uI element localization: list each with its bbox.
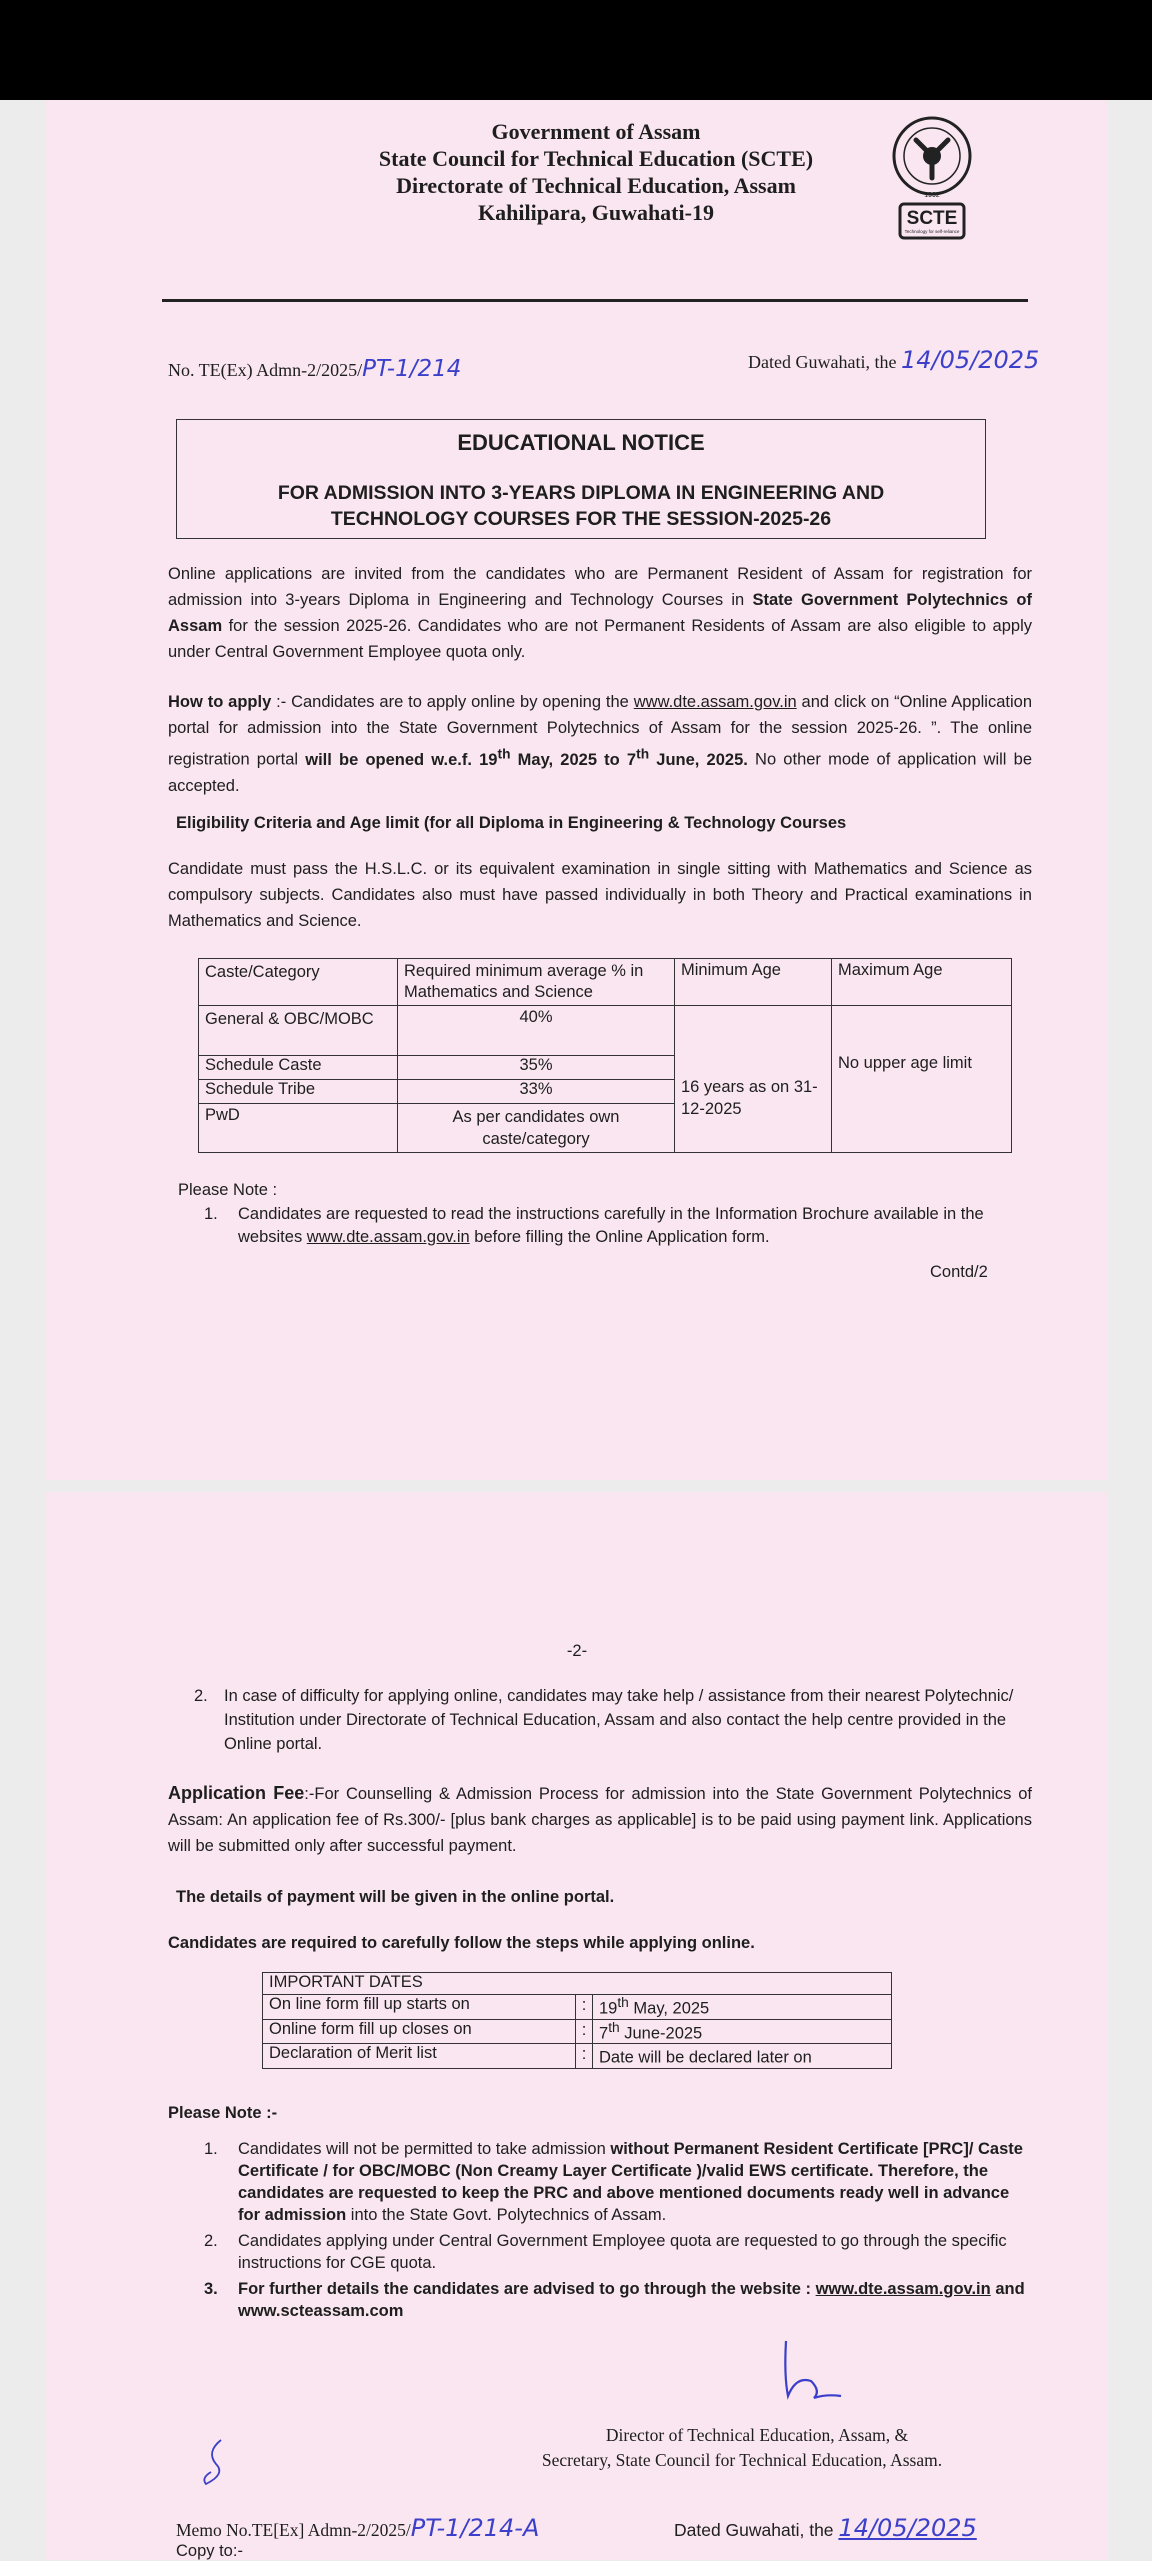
- cell-percent: 40%: [398, 1006, 675, 1056]
- table-row: [263, 2019, 892, 2044]
- list-item: [194, 1684, 1028, 1756]
- memo-number: [176, 2514, 539, 2542]
- signature: [766, 2336, 856, 2406]
- table-row: [263, 1995, 892, 2020]
- logo-text: SCTE: [906, 208, 958, 229]
- how-to-apply-text-2: and click on “Online Application portal for admission into the State Government Polytechnics of Assam for the session 2025-26. ”. The online registration portal: [168, 693, 1033, 769]
- cell-percent: As per candidates own caste/category: [398, 1104, 675, 1153]
- header-line-4: Kahilipara, Guwahati-19: [478, 200, 714, 225]
- memo-dated-handwritten: 14/05/2025: [838, 2514, 977, 2542]
- how-to-apply-label: How to apply: [168, 693, 272, 711]
- eligibility-text: Candidate must pass the H.S.L.C. or its equivalent examination in single sitting with Mathematics and Science as compulsory subjects. Candidates also must have passed individually in both Theory and Practical examinations in Mathematics and Science.: [168, 860, 1032, 930]
- header-line-3: Directorate of Technical Education, Assam: [396, 173, 796, 198]
- date-sep: :: [576, 1995, 593, 2020]
- list-marker: 2.: [194, 1687, 208, 1705]
- list-item: 2. Candidates applying under Central Government Employee quota are requested to go through the specific instructions for CGE quota.: [204, 2232, 1007, 2272]
- payment-details-line: The details of payment will be given in the online portal.: [176, 1888, 615, 1906]
- list-item: 3. For further details the candidates are advised to go through the website : www.dte.assam.gov.in and www.scteassam.com: [204, 2280, 1025, 2320]
- how-to-apply-text-3: No other mode of application will be accepted.: [168, 750, 1032, 795]
- cell-percent: 35%: [398, 1056, 675, 1080]
- note1-heading: Please Note :: [178, 1181, 278, 1199]
- note2-list: [204, 2138, 1034, 2322]
- th-category: Caste/Category: [199, 959, 398, 1006]
- copy-to: Copy to:-: [176, 2542, 243, 2560]
- eligibility-table: [198, 958, 1012, 1153]
- memo-handwritten: PT-1/214-A: [410, 2514, 540, 2542]
- list-item: 1. Candidates will not be permitted to take admission without Permanent Resident Certificate [PRC]/ Caste Certificate / for OBC/MOBC (Non Creamy Layer Certificate )/valid EWS certificate. Therefore, the candidates are requested to keep the PRC and above mentioned documents ready well in advance for admission into the State Govt. Polytechnics of Assam.: [204, 2140, 1023, 2224]
- eligibility-heading: Eligibility Criteria and Age limit (for all Diploma in Engineering & Technology Courses: [176, 814, 847, 832]
- ref-number-handwritten: PT-1/214: [362, 356, 462, 382]
- signatory-line-2: Secretary, State Council for Technical Education, Assam.: [541, 2450, 943, 2470]
- notice-box: [176, 419, 986, 539]
- list-marker: 1.: [204, 1205, 218, 1223]
- page-number: -2-: [566, 1642, 588, 1660]
- note1-list: [204, 1203, 1034, 1249]
- important-dates-table: [262, 1972, 892, 2069]
- intro-text-a: Online applications are invited from the candidates who are Permanent Resident of Assam for registration for admission into 3-years Diploma in Engineering and Technology Courses in: [168, 565, 1032, 609]
- second-signature: [176, 2432, 246, 2492]
- date-value: 7th June-2025: [593, 2019, 892, 2044]
- portal-open-dates: will be opened w.e.f. 19th May, 2025 to 7th June, 2025.: [305, 746, 748, 769]
- date-value: Date will be declared later on: [593, 2044, 892, 2069]
- logo-ring-text: [886, 112, 887, 113]
- cell-max-age: No upper age limit: [832, 1006, 1012, 1153]
- scte-logo: [886, 112, 978, 252]
- dates-title: IMPORTANT DATES: [263, 1973, 892, 1995]
- logo-year: 1992: [924, 192, 940, 199]
- date-sep: :: [576, 2044, 593, 2069]
- logo-tagline: Technology for self-reliance: [904, 229, 960, 234]
- cell-percent: 33%: [398, 1080, 675, 1104]
- brochure-website-link[interactable]: www.dte.assam.gov.in: [306, 1228, 470, 1246]
- dte-website-link[interactable]: www.dte.assam.gov.in: [633, 693, 797, 711]
- cell-category: Schedule Caste: [199, 1056, 398, 1080]
- document-page-2: [46, 1492, 1108, 2560]
- dte-website-link-2[interactable]: www.dte.assam.gov.in: [815, 2280, 991, 2298]
- top-black-bar: [0, 0, 1152, 100]
- ref-number-prefix: No. TE(Ex) Admn-2/2025/: [168, 360, 363, 380]
- notice-title: EDUCATIONAL NOTICE: [457, 430, 705, 455]
- fee-text: :-For Counselling & Admission Process for admission into the State Government Polytechnics of Assam: An application fee of Rs.300/- [plus bank charges as applicable] is to be paid using payment link. Applications will be submitted only after successful payment.: [168, 1785, 1033, 1855]
- table-row: [263, 2044, 892, 2069]
- scte-website-link[interactable]: www.scteassam.com: [238, 2302, 404, 2320]
- steps-line: Candidates are required to carefully follow the steps while applying online.: [168, 1934, 755, 1952]
- memo-dated-prefix: Dated Guwahati, the: [674, 2520, 834, 2540]
- header-line-2: State Council for Technical Education (SCTE): [378, 146, 814, 171]
- ref-dated-prefix: Dated Guwahati, the: [748, 352, 897, 372]
- note1-list-continued: [194, 1684, 1028, 1756]
- signatory-line-1: Director of Technical Education, Assam, &: [605, 2425, 909, 2445]
- how-to-apply-text-1: :- Candidates are to apply online by opening the: [271, 693, 634, 711]
- date-label: Declaration of Merit list: [263, 2044, 576, 2069]
- date-value: 19th May, 2025: [593, 1995, 892, 2020]
- memo-prefix: Memo No.TE[Ex] Admn-2/2025/: [176, 2520, 411, 2540]
- notice-subtitle-1: FOR ADMISSION INTO 3-YEARS DIPLOMA IN ENGINEERING AND: [277, 482, 885, 504]
- list-item: 1. Candidates are requested to read the instructions carefully in the Information Brochure available in the websites www.dte.assam.gov.in before filling the Online Application form.: [204, 1205, 984, 1246]
- note2-heading: Please Note :-: [168, 2104, 278, 2122]
- ref-dated: [748, 346, 1039, 374]
- date-label: On line form fill up starts on: [263, 1995, 576, 2020]
- table-row: [199, 1006, 1012, 1056]
- cell-min-age: 16 years as on 31-12-2025: [675, 1006, 832, 1153]
- cell-category: General & OBC/MOBC: [199, 1006, 398, 1056]
- fee-label: Application Fee: [168, 1783, 305, 1803]
- document-page-1: [46, 100, 1108, 1480]
- contd-label: Contd/2: [930, 1263, 988, 1281]
- memo-dated: [674, 2514, 977, 2542]
- date-sep: :: [576, 2019, 593, 2044]
- intro-paragraph: [168, 561, 1032, 665]
- header-line-1: Government of Assam: [491, 119, 701, 144]
- application-fee-paragraph: [168, 1780, 1032, 1859]
- th-min-age: Minimum Age: [675, 959, 832, 1006]
- cell-category: PwD: [199, 1104, 398, 1153]
- intro-text-bold: State Government Polytechnics of Assam: [168, 591, 1032, 635]
- th-required-percent: Required minimum average % in Mathematics and Science: [398, 959, 675, 1006]
- intro-text-c: for the session 2025-26. Candidates who are not Permanent Residents of Assam are also eligible to apply under Central Government Employee quota only.: [168, 617, 1032, 661]
- cell-category: Schedule Tribe: [199, 1080, 398, 1104]
- ref-number: [168, 356, 461, 382]
- th-max-age: Maximum Age: [832, 959, 1012, 1006]
- date-label: Online form fill up closes on: [263, 2019, 576, 2044]
- how-to-apply-paragraph: [168, 689, 1032, 799]
- note-item-2: In case of difficulty for applying online, candidates may take help / assistance from their nearest Polytechnic/ Institution under Directorate of Technical Education, Assam and also contact the help centre provided in the Online portal.: [224, 1687, 1014, 1753]
- ref-dated-handwritten: 14/05/2025: [900, 346, 1040, 374]
- header-rule: [162, 299, 1028, 302]
- notice-subtitle-2: TECHNOLOGY COURSES FOR THE SESSION-2025-26: [330, 508, 832, 530]
